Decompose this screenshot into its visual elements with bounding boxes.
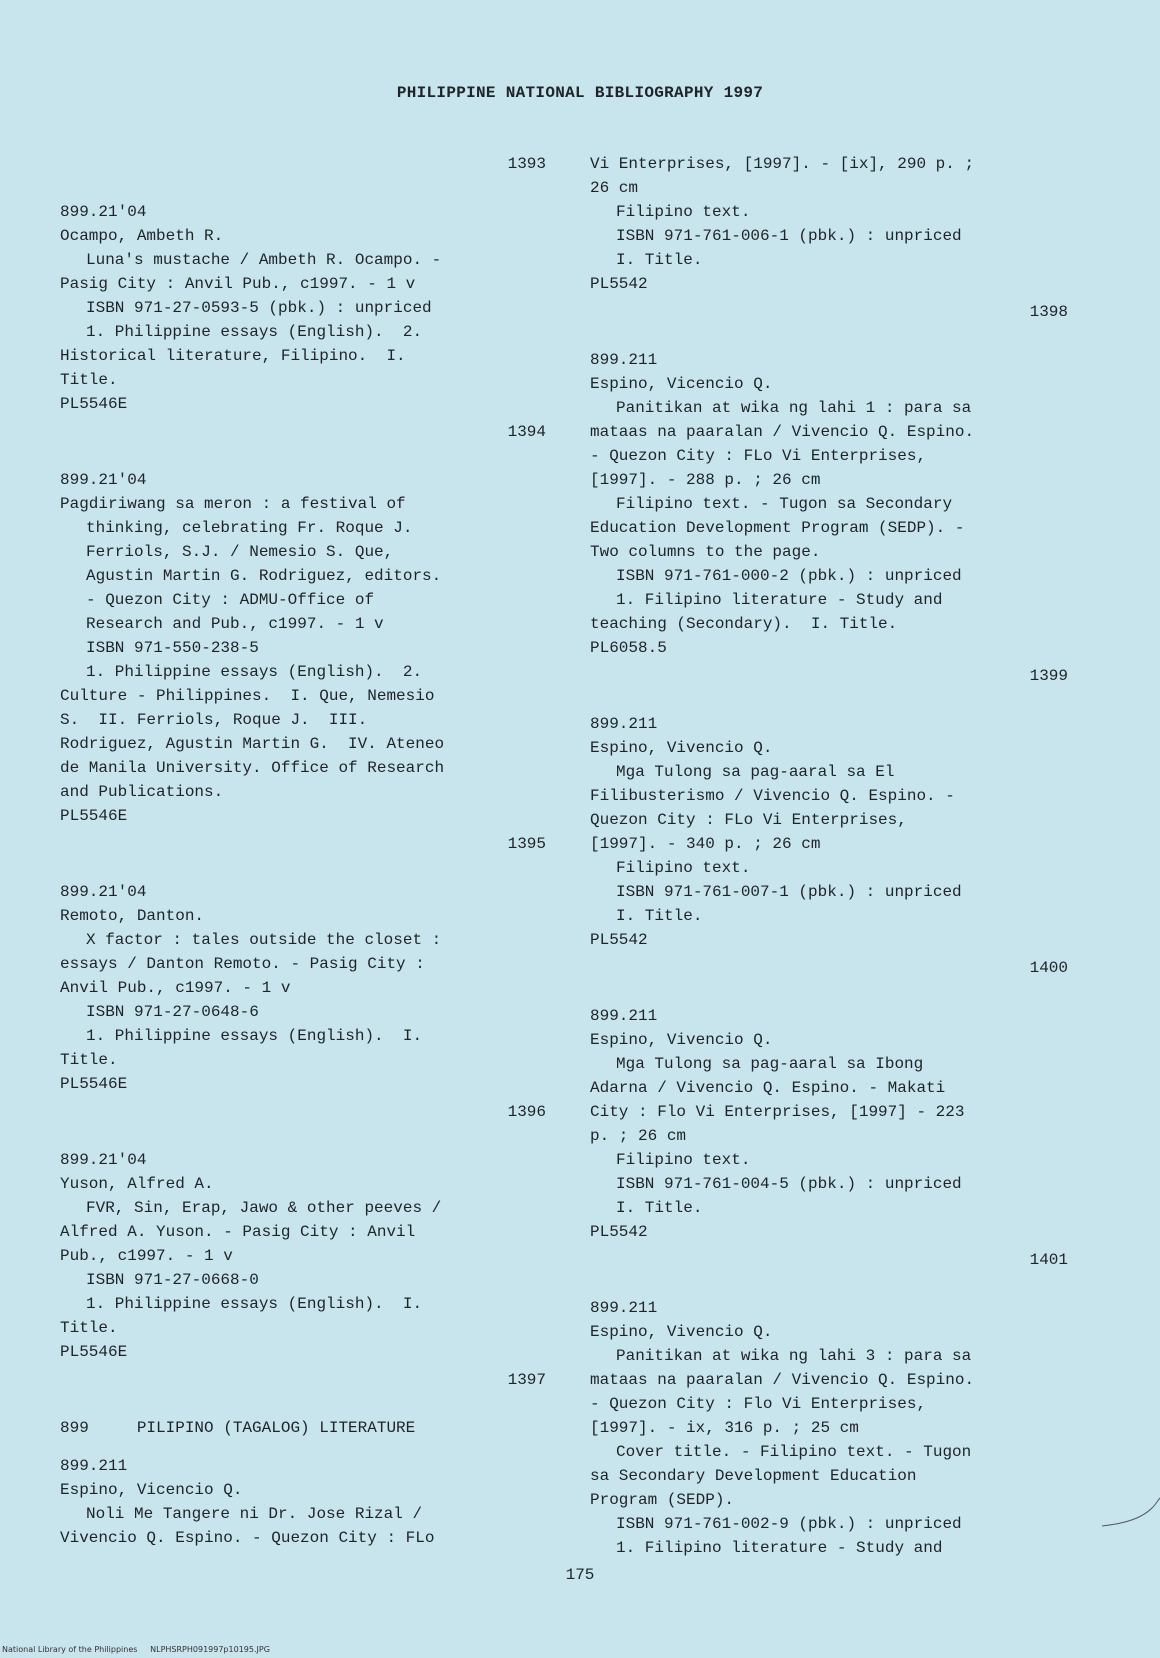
entry-number: 1397	[507, 1371, 546, 1389]
entry-line: Espino, Vivencio Q.	[590, 1323, 773, 1341]
entry-line: Pasig City : Anvil Pub., c1997. - 1 v	[60, 275, 416, 293]
entry-line: [1997]. - ix, 316 p. ; 25 cm	[590, 1419, 859, 1437]
entry-line: sa Secondary Development Education	[590, 1467, 917, 1485]
entry-line: 1. Philippine essays (English). I.	[86, 1295, 423, 1313]
entry-line: PL5546E	[60, 1075, 128, 1093]
entry-line: X factor : tales outside the closet :	[86, 931, 442, 949]
entry-line: PL5546E	[60, 1343, 128, 1361]
entry-line: 899.21'04	[60, 1151, 147, 1169]
entry-line: Filipino text.	[616, 1151, 751, 1169]
entry-number: 1394	[507, 423, 546, 441]
left-column	[60, 152, 546, 1550]
entry-line: Filibusterismo / Vivencio Q. Espino. -	[590, 787, 955, 805]
entry-number: 1399	[1029, 667, 1068, 685]
entry-line: Research and Pub., c1997. - 1 v	[86, 615, 384, 633]
entry-line: Filipino text.	[616, 859, 751, 877]
entry-line: 899.21'04	[60, 203, 147, 221]
entry-line: ISBN 971-761-006-1 (pbk.) : unpriced	[616, 227, 962, 245]
entry-line: Filipino text.	[616, 203, 751, 221]
entry-line: Title.	[60, 1051, 118, 1069]
entry-line: 1. Filipino literature - Study and	[616, 1539, 943, 1557]
entry-line: Alfred A. Yuson. - Pasig City : Anvil	[60, 1223, 416, 1241]
entry-line: Ferriols, S.J. / Nemesio S. Que,	[86, 543, 394, 561]
entry-line: 26 cm	[590, 179, 639, 197]
entry-line: Luna's mustache / Ambeth R. Ocampo. -	[86, 251, 442, 269]
entry-line: ISBN 971-27-0668-0	[86, 1271, 259, 1289]
entry-line: [1997]. - 288 p. ; 26 cm	[590, 471, 821, 489]
entry-line: ISBN 971-761-002-9 (pbk.) : unpriced	[616, 1515, 962, 1533]
entry-line: ISBN 971-761-000-2 (pbk.) : unpriced	[616, 567, 962, 585]
entry-line: PL5546E	[60, 395, 128, 413]
entry-line: - Quezon City : ADMU-Office of	[86, 591, 375, 609]
entry-line: Espino, Vivencio Q.	[590, 1031, 773, 1049]
entry-line: Pub., c1997. - 1 v	[60, 1247, 233, 1265]
entry-line: PL6058.5	[590, 639, 667, 657]
entry-line: 899.211	[590, 1007, 658, 1025]
entry-line: 899.211	[590, 1299, 658, 1317]
entry-line: ISBN 971-761-004-5 (pbk.) : unpriced	[616, 1175, 962, 1193]
entry-number: 1396	[507, 1103, 546, 1121]
entry-line: ISBN 971-27-0648-6	[86, 1003, 259, 1021]
entry-line: Anvil Pub., c1997. - 1 v	[60, 979, 291, 997]
entry-line: teaching (Secondary). I. Title.	[590, 615, 898, 633]
entry-line: Quezon City : FLo Vi Enterprises,	[590, 811, 907, 829]
entry-line: PL5542	[590, 931, 648, 949]
right-column	[590, 152, 1068, 1560]
entry-line: 1. Philippine essays (English). 2.	[86, 663, 423, 681]
entry-line: I. Title.	[616, 251, 703, 269]
entry-line: 899.211	[60, 1457, 128, 1475]
entry-line: 899.21'04	[60, 883, 147, 901]
entry-line: 1. Philippine essays (English). 2.	[86, 323, 423, 341]
footer-credit: National Library of the Philippines NLPHSRPH091997p10195.JPG	[2, 1645, 270, 1654]
entry-line: Panitikan at wika ng lahi 3 : para sa	[616, 1347, 972, 1365]
page-title: PHILIPPINE NATIONAL BIBLIOGRAPHY 1997	[396, 84, 764, 102]
entry-line: ISBN 971-761-007-1 (pbk.) : unpriced	[616, 883, 962, 901]
entry-line: Espino, Vivencio Q.	[590, 739, 773, 757]
entry-line: Mga Tulong sa pag-aaral sa El	[616, 763, 895, 781]
entry-line: p. ; 26 cm	[590, 1127, 687, 1145]
entry-line: Agustin Martin G. Rodriguez, editors.	[86, 567, 442, 585]
entry-line: mataas na paaralan / Vivencio Q. Espino.	[590, 423, 975, 441]
entry-line: thinking, celebrating Fr. Roque J.	[86, 519, 413, 537]
page-number: 175	[565, 1566, 595, 1584]
entry-number: 1393	[507, 155, 546, 173]
entry-line: Title.	[60, 371, 118, 389]
entry-line: ISBN 971-550-238-5	[86, 639, 259, 657]
entry-line: PL5542	[590, 1223, 648, 1241]
entry-line: Ocampo, Ambeth R.	[60, 227, 224, 245]
entry-line: Cover title. - Filipino text. - Tugon	[616, 1443, 972, 1461]
entry-line: [1997]. - 340 p. ; 26 cm	[590, 835, 821, 853]
entry-line: mataas na paaralan / Vivencio Q. Espino.	[590, 1371, 975, 1389]
entry-number: 1395	[507, 835, 546, 853]
entry-line: 899.21'04	[60, 471, 147, 489]
entry-line: - Quezon City : Flo Vi Enterprises,	[590, 1395, 927, 1413]
entry-line: PL5542	[590, 275, 648, 293]
entry-line: FVR, Sin, Erap, Jawo & other peeves /	[86, 1199, 442, 1217]
entry-line: PL5546E	[60, 807, 128, 825]
entry-line: Adarna / Vivencio Q. Espino. - Makati	[590, 1079, 946, 1097]
entry-line: and Publications.	[60, 783, 224, 801]
entry-line: essays / Danton Remoto. - Pasig City :	[60, 955, 425, 973]
entry-line: Vivencio Q. Espino. - Quezon City : FLo	[60, 1529, 435, 1547]
entry-line: I. Title.	[616, 907, 703, 925]
entry-line: Noli Me Tangere ni Dr. Jose Rizal /	[86, 1505, 423, 1523]
entry-line: 899.211	[590, 351, 658, 369]
entry-line: Yuson, Alfred A.	[60, 1175, 214, 1193]
entry-line: I. Title.	[616, 1199, 703, 1217]
entry-line: S. II. Ferriols, Roque J. III.	[60, 711, 368, 729]
entry-line: - Quezon City : FLo Vi Enterprises,	[590, 447, 927, 465]
entry-line: Title.	[60, 1319, 118, 1337]
entry-line: 1. Philippine essays (English). I.	[86, 1027, 423, 1045]
entry-line: Mga Tulong sa pag-aaral sa Ibong	[616, 1055, 924, 1073]
entry-number: 1401	[1029, 1251, 1068, 1269]
entry-line: Remoto, Danton.	[60, 907, 205, 925]
entry-line: Espino, Vicencio Q.	[590, 375, 773, 393]
entry-number: 1400	[1029, 959, 1068, 977]
entry-line: 899.211	[590, 715, 658, 733]
entry-line: Culture - Philippines. I. Que, Nemesio	[60, 687, 435, 705]
entry-line: 899 PILIPINO (TAGALOG) LITERATURE	[60, 1419, 416, 1437]
entry-line: Historical literature, Filipino. I.	[60, 347, 406, 365]
entry-line: Program (SEDP).	[590, 1491, 735, 1509]
entry-line: Pagdiriwang sa meron : a festival of	[60, 495, 406, 513]
entry-line: Panitikan at wika ng lahi 1 : para sa	[616, 399, 972, 417]
entry-line: Two columns to the page.	[590, 543, 821, 561]
entry-line: Vi Enterprises, [1997]. - [ix], 290 p. ;	[590, 155, 975, 173]
entry-line: Espino, Vicencio Q.	[60, 1481, 243, 1499]
entry-line: 1. Filipino literature - Study and	[616, 591, 943, 609]
entry-line: ISBN 971-27-0593-5 (pbk.) : unpriced	[86, 299, 432, 317]
entry-line: Filipino text. - Tugon sa Secondary	[616, 495, 953, 513]
pencil-mark	[1100, 1490, 1160, 1530]
entry-line: Education Development Program (SEDP). -	[590, 519, 965, 537]
entry-line: City : Flo Vi Enterprises, [1997] - 223	[590, 1103, 965, 1121]
entry-line: Rodriguez, Agustin Martin G. IV. Ateneo	[60, 735, 445, 753]
entry-number: 1398	[1029, 303, 1068, 321]
entry-line: de Manila University. Office of Research	[60, 759, 445, 777]
